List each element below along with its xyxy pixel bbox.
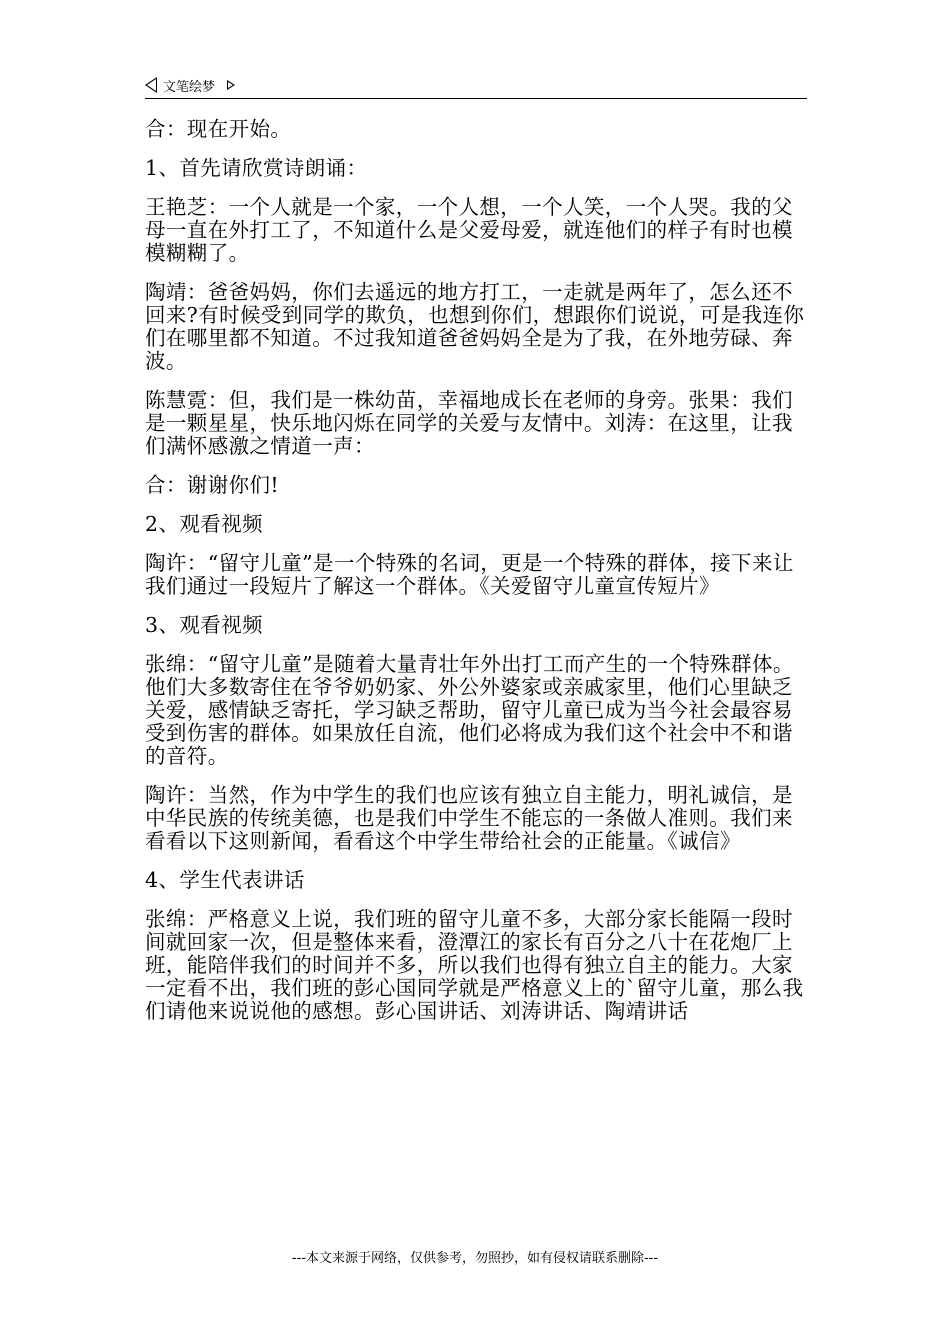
footer-notice: ---本文来源于网络，仅供参考，勿照抄，如有侵权请联系删除--- [291,1251,659,1266]
paragraph: 合：现在开始。 [145,117,292,141]
triangle-right-icon [227,80,235,90]
paragraph: 陶许：“留守儿童”是一个特殊的名词，更是一个特殊的群体，接下来让我们通过一段短片了解这一个群体。《关爱留守儿童宣传短片》 [145,551,794,598]
paragraph: 陈慧霓：但，我们是一株幼苗，幸福地成长在老师的身旁。张果：我们是一颗星星，快乐地闪烁在同学的关爱与友情中。刘涛：在这里，让我们满怀感激之情道一声： [145,388,793,458]
paragraph: 2、观看视频 [145,512,263,536]
paragraph: 陶靖：爸爸妈妈，你们去遥远的地方打工，一走就是两年了，怎么还不回来?有时候受到同学的欺负，也想到你们，想跟你们说说，可是我连你们在哪里都不知道。不过我知道爸爸妈妈全是为了我，在外地劳碌、奔波。 [145,280,805,373]
paragraph: 3、观看视频 [145,613,263,637]
paragraph: 1、首先请欣赏诗朗诵： [145,156,368,180]
paragraph: 陶许：当然，作为中学生的我们也应该有独立自主能力，明礼诚信，是中华民族的传统美德，也是我们中学生不能忘的一条做人准则。我们来看看以下这则新闻，看看这个中学生带给社会的正能量。《诚信》 [145,783,793,853]
brand-label: 文笔绘梦 [163,79,216,95]
page-header [145,72,807,99]
paragraph: 张绵：“留守儿童”是随着大量青壮年外出打工而产生的一个特殊群体。他们大多数寄住在爷爷奶奶家、外公外婆家或亲戚家里，他们心里缺乏关爱，感情缺乏寄托，学习缺乏帮助，留守儿童已成为当今社会最容易受到伤害的群体。如果放任自流，他们必将成为我们这个社会中不和谐的音符。 [145,652,794,768]
paragraph: 合：谢谢你们! [145,473,280,497]
paragraph: 4、学生代表讲话 [145,868,305,892]
document-body [145,118,810,1039]
paragraph: 张绵：严格意义上说，我们班的留守儿童不多，大部分家长能隔一段时间就回家一次，但是整体来看，澄潭江的家长有百分之八十在花炮厂上班，能陪伴我们的时间并不多，所以我们也得有独立自主的能力。大家一定看不出，我们班的彭心国同学就是严格意义上的`留守儿童，那么我们请他来说说他的感想。彭心国讲话、刘涛讲话、陶靖讲话 [145,907,804,1023]
triangle-left-icon [145,77,157,93]
paragraph: 王艳芝：一个人就是一个家，一个人想，一个人笑，一个人哭。我的父母一直在外打工了，不知道什么是父爱母爱，就连他们的样子有时也模模糊糊了。 [145,195,793,265]
